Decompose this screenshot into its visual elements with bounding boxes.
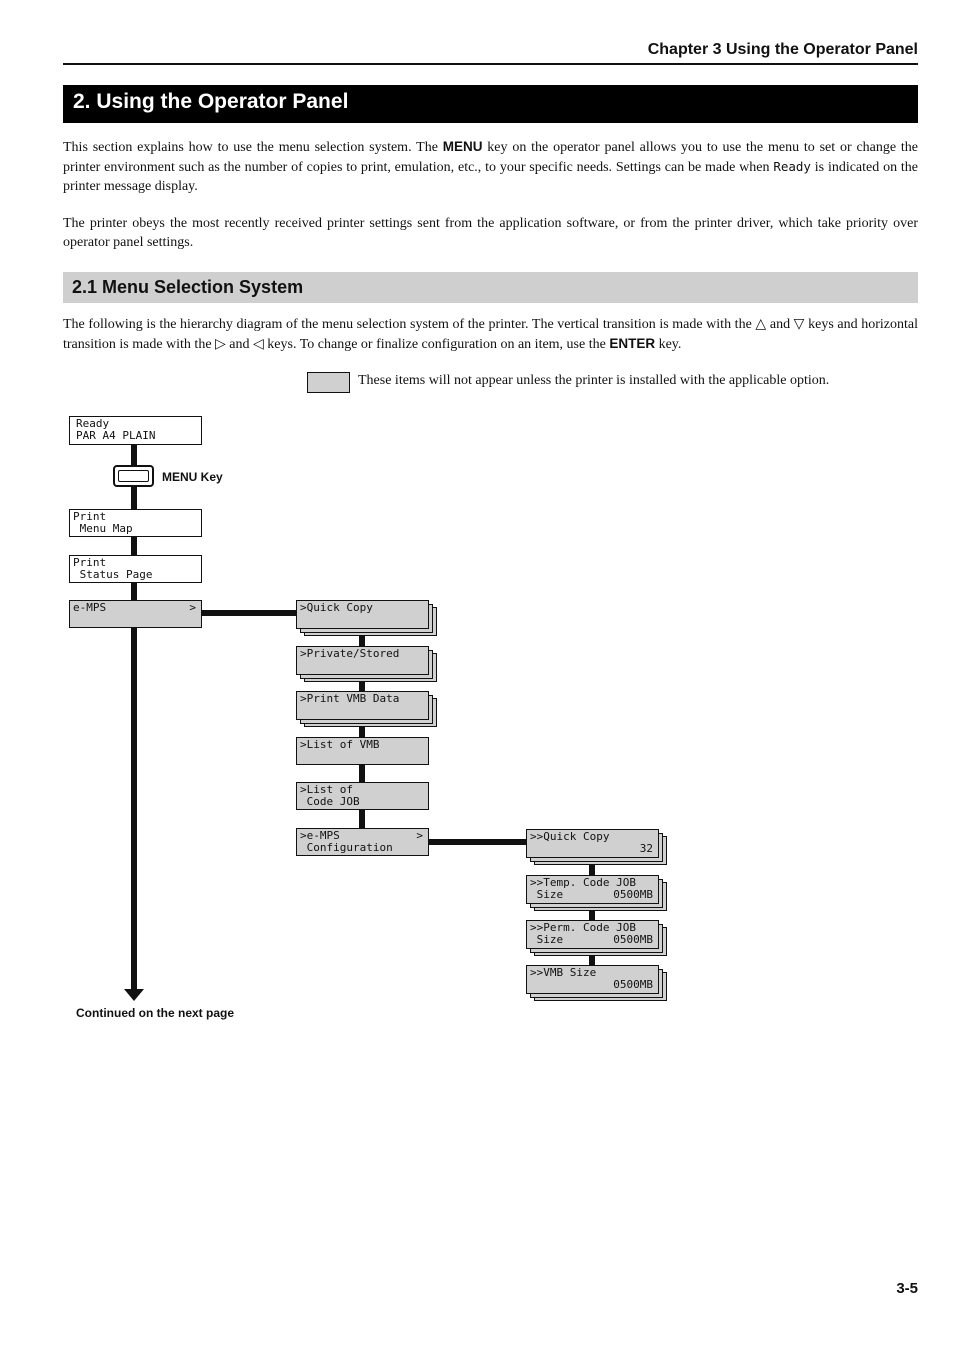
intro-text-c: is indicated on the printer message display. — [63, 160, 918, 194]
menu-key-inner — [118, 470, 149, 482]
display-list-of-code-job — [296, 782, 429, 810]
menu-key-name: MENU — [442, 139, 483, 154]
display-quick-copy — [296, 600, 429, 629]
emps-connector-line — [201, 610, 297, 616]
chapter-header: Chapter 3 Using the Operator Panel — [647, 41, 918, 58]
header-rule — [63, 63, 918, 65]
cfg-quick-copy-value: 32 — [639, 842, 653, 855]
legend-text: These items will not appear unless the printer is installed with the applicable option. — [358, 373, 830, 388]
intro-paragraph-2: The printer obeys the most recently received printer settings sent from the application software, or from the printer driver, which take priority over operator panel settings. — [63, 216, 918, 250]
emps-arrow: > — [189, 601, 196, 614]
display-cfg-temp-code-job — [526, 875, 659, 904]
section-title-bar — [63, 85, 918, 123]
subsection-title: 2.1 Menu Selection System — [72, 277, 304, 297]
emps-configuration-line-1: >e-MPS — [300, 829, 340, 842]
intro-paragraph-1 — [63, 137, 918, 196]
display-cfg-perm-code-job — [526, 920, 659, 949]
cfg-vmb-size-value: 0500MB — [613, 978, 653, 991]
legend-swatch — [307, 372, 350, 393]
subsection-paragraph — [63, 315, 918, 354]
cfg-perm-code-line-1: >>Perm. Code JOB — [530, 921, 636, 934]
display-emps — [69, 600, 202, 628]
display-ready — [69, 416, 202, 445]
ready-code: Ready — [773, 159, 811, 174]
display-print-menu-map — [69, 509, 202, 537]
display-private-stored — [296, 646, 429, 675]
cfg-temp-code-value: 0500MB — [613, 888, 653, 901]
list-of-vmb-line: >List of VMB — [300, 738, 380, 751]
print-menu-map-line-1: Print — [73, 510, 107, 523]
menu-key-icon — [113, 465, 154, 487]
intro-text-a: This section explains how to use the menu selection system. The — [63, 140, 443, 155]
display-print-vmb-data — [296, 691, 429, 720]
emps-line-1: e-MPS — [73, 601, 107, 614]
print-status-page-line-2: Status Page — [73, 568, 153, 581]
cfg-quick-copy-line-1: >>Quick Copy — [530, 830, 610, 843]
display-print-status-page — [69, 555, 202, 583]
cfg-perm-code-line-2: Size — [530, 933, 564, 946]
enter-key-name: ENTER — [609, 336, 656, 351]
private-stored-line: >Private/Stored — [300, 647, 400, 660]
subsection-text-a: The following is the hierarchy diagram of the menu selection system of the printer. The vertical transition is made with the △ and ▽ keys and horizontal transition is made with the ▷ and ◁ keys. To change or finalize configuration on an item, use the — [63, 317, 918, 352]
cfg-perm-code-value: 0500MB — [613, 933, 653, 946]
ready-line-2: PAR A4 PLAIN — [76, 429, 156, 442]
display-emps-configuration — [296, 828, 429, 856]
cfg-temp-code-line-2: Size — [530, 888, 564, 901]
print-status-page-line-1: Print — [73, 556, 107, 569]
display-cfg-quick-copy — [526, 829, 659, 858]
quick-copy-line: >Quick Copy — [300, 601, 373, 614]
intro-text-b: key on the operator panel allows you to use the menu to set or change the printer environment such as the number of copies to print, emulation, etc., to your specific needs. Settings can be made when — [63, 140, 919, 175]
print-menu-map-line-2: Menu Map — [73, 522, 133, 535]
emps-configuration-line-2: Configuration — [300, 841, 393, 854]
continued-label: Continued on the next page — [76, 1006, 234, 1020]
list-of-code-job-line-2: Code JOB — [300, 795, 360, 808]
menu-key-label: MENU Key — [162, 470, 223, 484]
config-connector-line — [428, 839, 528, 845]
display-list-of-vmb — [296, 737, 429, 765]
cfg-temp-code-line-1: >>Temp. Code JOB — [530, 876, 636, 889]
down-arrow-icon — [124, 989, 144, 1001]
list-of-code-job-line-1: >List of — [300, 783, 353, 796]
subsection-bar — [63, 272, 918, 303]
page-number: 3-5 — [896, 1280, 918, 1297]
ready-line-1: Ready — [76, 417, 110, 430]
print-vmb-data-line: >Print VMB Data — [300, 692, 400, 705]
subsection-text-b: key. — [655, 337, 682, 352]
cfg-vmb-size-line-1: >>VMB Size — [530, 966, 597, 979]
emps-configuration-arrow: > — [416, 829, 423, 842]
display-cfg-vmb-size — [526, 965, 659, 994]
section-title: 2. Using the Operator Panel — [73, 90, 349, 113]
